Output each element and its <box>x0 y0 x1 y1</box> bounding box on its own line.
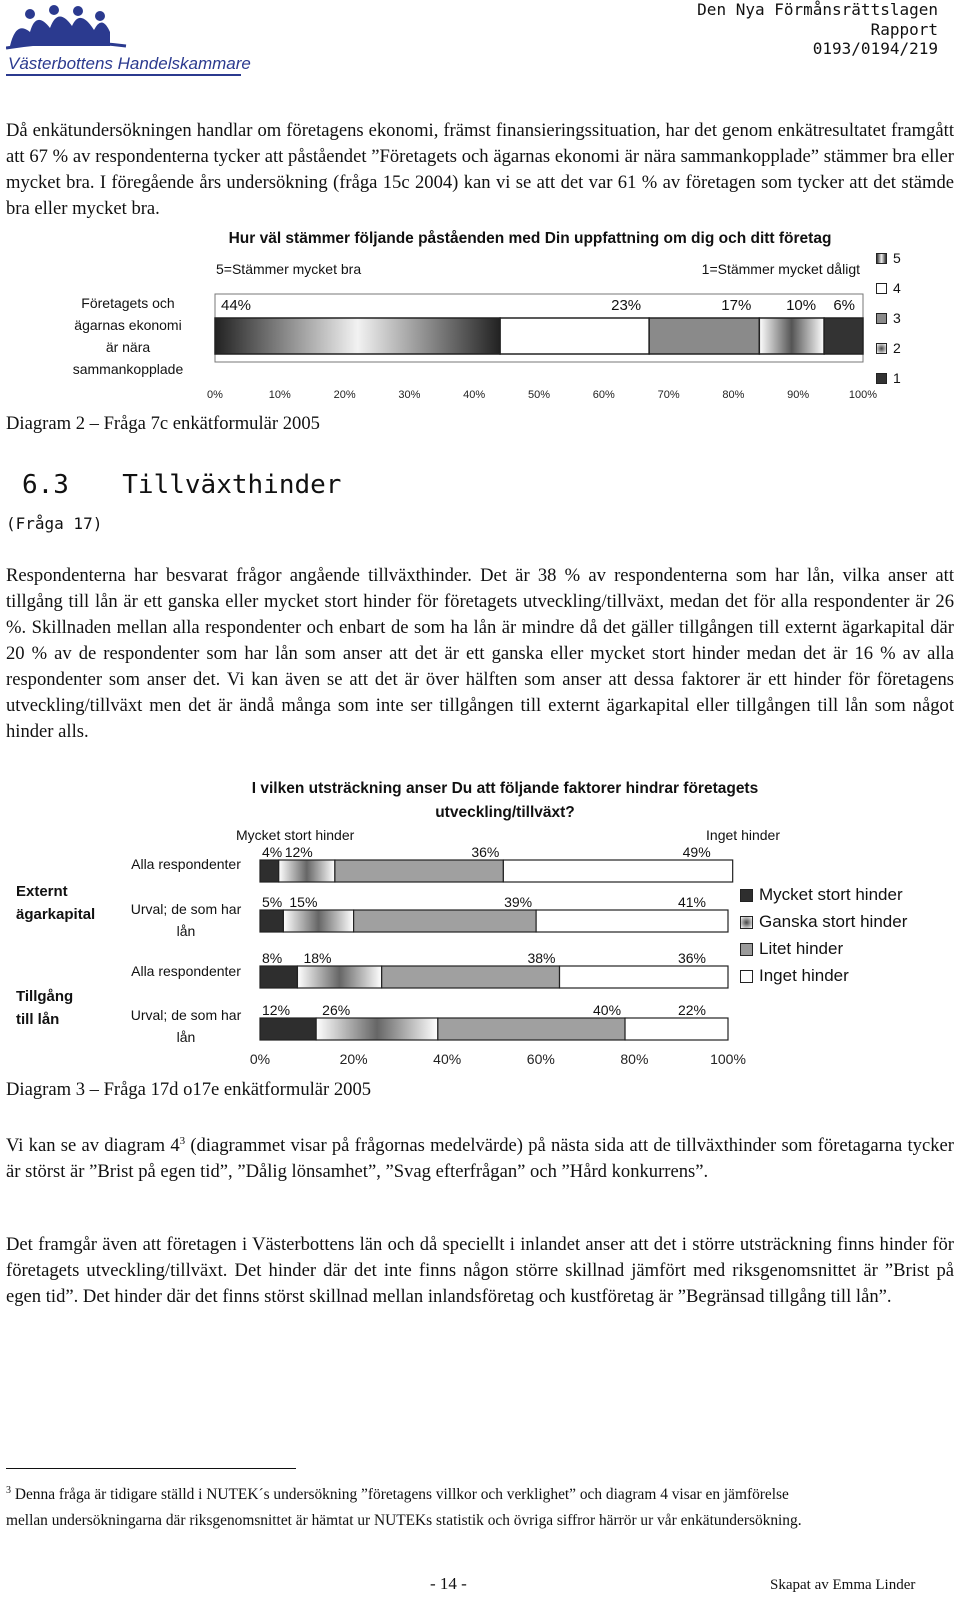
chart-1-legend <box>876 250 936 390</box>
footnote-divider <box>6 1468 296 1469</box>
legend-item-litet <box>740 939 843 959</box>
legend-swatch-icon <box>740 943 753 956</box>
legend-swatch-icon <box>876 253 887 264</box>
row-label-line: Alla respondenter <box>131 856 241 872</box>
data-label: 5% <box>262 894 283 910</box>
legend-label: 2 <box>893 340 901 356</box>
section-heading <box>22 470 341 500</box>
data-label: 8% <box>262 950 283 966</box>
bar-segment-4 <box>503 860 732 882</box>
chart-2-right-annotation: Inget hinder <box>706 827 780 843</box>
legend-label: Mycket stort hinder <box>759 885 903 904</box>
x-tick-label: 90% <box>787 389 810 401</box>
x-tick-label: 100% <box>848 389 878 401</box>
paragraph-2: Respondenterna har besvarat frågor angående tillväxthinder. Det är 38 % av respondenterna som har lån, vilka anser att tillgång till lån är ett ganska eller mycket stort hinder för företagets utveckling/tillväxt, medan det för alla respondenter är 26 %. Skillnaden mellan alla respondenter och enbart de som ha lån är mindre då det gäller tillgången till externt ägarkapital där 20 % av de respondenter som har lån som anser att det är ett ganska eller mycket stort hinder medan det är 16 % av alla respondenter som anser det. Vi kan även se att det är över hälften som anser att dessa faktorer är ett hinder för företagens utveckling/tillväxt men det är ändå många som inte ser tillgången till externt ägarkapital eller tillgången till lån som något hinder alls. <box>6 565 954 742</box>
x-tick-label: 60% <box>592 389 615 401</box>
bar-segment-2 <box>297 966 381 988</box>
diagram-3-caption: Diagram 3 – Fråga 17d o17e enkätformulär 2005 <box>6 1079 372 1100</box>
row-label-line: Urval; de som har <box>130 1007 242 1023</box>
legend-swatch-icon <box>740 970 753 983</box>
category-line: är nära <box>105 339 151 355</box>
bar-segment-3 <box>649 318 759 354</box>
data-label: 36% <box>471 844 500 860</box>
group-label-tillgang <box>16 985 73 1031</box>
data-label: 12% <box>284 844 313 860</box>
legend-item-ganska-stort <box>740 912 907 932</box>
x-tick-label: 0% <box>250 1051 271 1067</box>
bar-segment-4 <box>500 318 649 354</box>
data-label: 41% <box>677 894 706 910</box>
paragraph-3-start: Vi kan se av diagram 4 <box>6 1135 180 1157</box>
data-label: 26% <box>322 1002 351 1018</box>
chart-1 <box>0 226 960 416</box>
legend-label: 4 <box>893 280 901 296</box>
section-number: 6.3 <box>22 470 69 500</box>
logo-figures-icon <box>6 2 246 52</box>
logo <box>6 2 251 76</box>
footnote-line-2: mellan undersökningarna där riksgenomsnittet är hämtat ur NUTEKs statistik och övriga siffror härrör ur vår enkätundersökning. <box>6 1512 802 1530</box>
bar-segment-2 <box>283 910 353 932</box>
legend-swatch-icon <box>876 373 887 384</box>
legend-item-2 <box>876 340 901 356</box>
x-tick-label: 50% <box>527 389 551 401</box>
author-credit: Skapat av Emma Linder <box>770 1577 916 1593</box>
chart-2-title-line-2: utveckling/tillväxt? <box>435 804 575 821</box>
group-label-externt <box>16 880 95 926</box>
diagram-2-caption: Diagram 2 – Fråga 7c enkätformulär 2005 <box>6 413 320 434</box>
bar-segment-2 <box>759 318 824 354</box>
row-label-3 <box>112 963 260 979</box>
bar-segment-4 <box>536 910 728 932</box>
bar-segment-4 <box>625 1018 728 1040</box>
footnote-number: 3 <box>6 1485 11 1496</box>
doc-number: 0193/0194/219 <box>812 39 938 58</box>
chart-1-title: Hur väl stämmer följande påståenden med Din uppfattning om dig och ditt företag <box>228 230 832 247</box>
x-tick-label: 100% <box>710 1051 746 1067</box>
x-tick-label: 20% <box>339 1051 368 1067</box>
paragraph-1: Då enkätundersökningen handlar om företagens ekonomi, främst finansieringssituation, har det genom enkätresultatet framgått att 67 % av respondenterna tycker att påståendet ”Företagets och ägarnas ekonomi är nära sammankopplade” stämmer bra eller mycket bra. I föregående års undersökning (fråga 15c 2004) kan vi se att det var 61 % av företagen som tycker att det stämde bra eller mycket bra. <box>6 120 954 219</box>
legend-swatch-icon <box>740 889 753 902</box>
bar-segment-1 <box>260 966 297 988</box>
footnote-line-1: Denna fråga är tidigare ställd i NUTEK´s undersökning ”företagens villkor och verklighet” och diagram 4 visar en jämförelse <box>14 1486 789 1504</box>
legend-item-1 <box>876 370 901 386</box>
data-label: 4% <box>262 844 283 860</box>
bar-segment-3 <box>335 860 503 882</box>
x-tick-label: 70% <box>657 389 680 401</box>
chart-1-left-annotation: 5=Stämmer mycket bra <box>216 261 362 277</box>
legend-item-mycket-stort <box>740 885 903 905</box>
bar-segment-1 <box>260 860 279 882</box>
legend-label: Litet hinder <box>759 939 844 958</box>
group-line: Externt <box>16 883 68 900</box>
bar-segment-3 <box>354 910 537 932</box>
chart-2 <box>0 780 960 1090</box>
data-label: 12% <box>262 1002 291 1018</box>
row-label-1 <box>112 856 260 872</box>
bar-segment-2 <box>316 1018 438 1040</box>
chart-2-left-annotation: Mycket stort hinder <box>236 827 355 843</box>
data-label: 39% <box>504 894 533 910</box>
data-label: 49% <box>682 844 711 860</box>
category-line: sammankopplade <box>72 361 184 377</box>
data-label: 36% <box>677 950 706 966</box>
chart-2-plot <box>250 838 760 1070</box>
legend-label: 5 <box>893 250 901 266</box>
group-line: till lån <box>16 1011 60 1028</box>
x-tick-label: 40% <box>433 1051 462 1067</box>
chart-2-legend <box>740 885 950 995</box>
bar-segment-3 <box>382 966 560 988</box>
page-number: - 14 - <box>430 1574 467 1593</box>
doc-title: Den Nya Förmånsrättslagen <box>697 0 938 19</box>
data-label: 17% <box>721 297 752 314</box>
chart-1-category-label <box>48 292 208 380</box>
bar-segment-2 <box>279 860 335 882</box>
legend-item-4 <box>876 280 901 296</box>
chart-2-title-line-1: I vilken utsträckning anser Du att följande faktorer hindrar företagets <box>251 780 759 797</box>
category-line: Företagets och <box>81 295 175 311</box>
data-label: 6% <box>833 297 855 314</box>
legend-swatch-icon <box>876 313 887 324</box>
paragraph-4: Det framgår även att företagen i Västerbottens län och då speciellt i inlandet anser att det i större utsträckning finns hinder för företagets utveckling/tillväxt. Det hinder där det inte finns någon större skillnad jämfört med riksgenomsnittet är ”Brist på egen tid”. Det hinder där det finns störst skillnad mellan inlandsföretag och kustföretag är ”Begränsad tillgång till lån”. <box>6 1234 954 1307</box>
row-label-line: Alla respondenter <box>131 963 241 979</box>
bar-segment-1 <box>824 318 863 354</box>
footnote <box>6 1478 956 1534</box>
category-line: ägarnas ekonomi <box>74 317 182 333</box>
x-tick-label: 20% <box>333 389 356 401</box>
paragraph-3 <box>6 1128 954 1185</box>
data-label: 40% <box>593 1002 622 1018</box>
data-label: 22% <box>677 1002 706 1018</box>
legend-label: 3 <box>893 310 901 326</box>
paragraph-3-end: (diagrammet visar på frågornas medelvärde) på nästa sida att de tillväxthinder som företagarna tycker är störst är ”Brist på egen tid”, ”Dålig lönsamhet”, ”Svag efterfrågan” och ”Hård konkurrens”. <box>6 1135 954 1183</box>
bar-segment-1 <box>260 1018 316 1040</box>
section-title: Tillväxthinder <box>122 470 342 500</box>
x-tick-label: 30% <box>398 389 421 401</box>
data-label: 23% <box>611 297 642 314</box>
section-question: (Fråga 17) <box>6 514 103 533</box>
doc-type: Rapport <box>870 19 938 39</box>
chart-1-plot <box>205 288 895 408</box>
row-label-line: lån <box>176 923 196 939</box>
row-label-line: Urval; de som har <box>130 901 242 917</box>
bar-segment-1 <box>260 910 283 932</box>
legend-item-inget <box>740 966 849 986</box>
group-line: Tillgång <box>16 988 74 1005</box>
legend-swatch-icon <box>876 283 887 294</box>
x-tick-label: 80% <box>722 389 745 401</box>
chart-1-right-annotation: 1=Stämmer mycket dåligt <box>701 261 860 277</box>
legend-item-3 <box>876 310 901 326</box>
logo-underline <box>6 74 241 76</box>
row-label-4 <box>112 1004 260 1048</box>
legend-swatch-icon <box>876 343 887 354</box>
data-label: 38% <box>527 950 556 966</box>
legend-swatch-icon <box>740 916 753 929</box>
data-label: 18% <box>303 950 332 966</box>
x-tick-label: 80% <box>620 1051 649 1067</box>
data-label: 10% <box>786 297 817 314</box>
data-label: 44% <box>221 297 252 314</box>
group-line: ägarkapital <box>16 906 96 923</box>
logo-text: Västerbottens Handelskammare <box>8 54 251 73</box>
x-tick-label: 60% <box>526 1051 555 1067</box>
legend-label: 1 <box>893 370 901 386</box>
bar-segment-4 <box>560 966 728 988</box>
bar-segment-3 <box>438 1018 625 1040</box>
legend-label: Ganska stort hinder <box>759 912 908 931</box>
header-info <box>697 0 938 59</box>
row-label-2 <box>112 898 260 942</box>
x-tick-label: 0% <box>207 389 223 401</box>
legend-item-5 <box>876 250 901 266</box>
legend-label: Inget hinder <box>759 966 849 985</box>
x-tick-label: 40% <box>463 389 486 401</box>
bar-segment-5 <box>215 318 500 354</box>
row-label-line: lån <box>176 1029 196 1045</box>
data-label: 15% <box>289 894 318 910</box>
x-tick-label: 10% <box>268 389 291 401</box>
footnote-ref: 3 <box>179 1135 186 1147</box>
